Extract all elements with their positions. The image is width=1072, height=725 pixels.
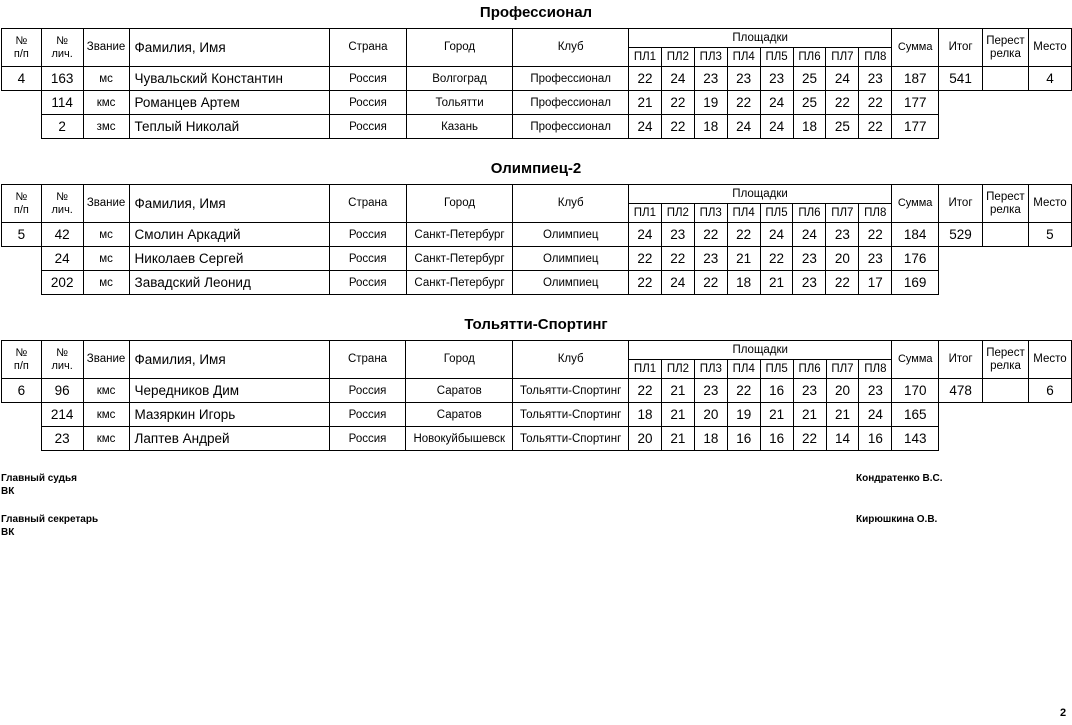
header-num: № п/п <box>2 29 42 67</box>
blank-cell <box>1028 91 1071 115</box>
club: Профессионал <box>513 91 629 115</box>
header-city: Город <box>406 185 513 223</box>
country: Россия <box>330 67 407 91</box>
header-place: Место <box>1028 29 1071 67</box>
team-results-table <box>1 340 1072 451</box>
rank: мс <box>83 271 129 295</box>
athlete-name: Николаев Сергей <box>129 247 329 271</box>
blank-cell <box>939 403 983 427</box>
blank-cell <box>1028 271 1071 295</box>
header-area-5: ПЛ5 <box>760 360 793 379</box>
country: Россия <box>330 91 407 115</box>
header-license: № лич. <box>41 29 83 67</box>
license-number: 24 <box>41 247 83 271</box>
area-score: 22 <box>694 223 727 247</box>
header-area-1: ПЛ1 <box>629 360 662 379</box>
area-score: 22 <box>661 91 694 115</box>
header-area-2: ПЛ2 <box>661 360 694 379</box>
header-area-6: ПЛ6 <box>793 204 826 223</box>
area-score: 24 <box>661 67 694 91</box>
header-num: № п/п <box>2 341 42 379</box>
area-score: 22 <box>727 379 760 403</box>
city: Волгоград <box>406 67 513 91</box>
rank: мс <box>83 247 129 271</box>
club: Олимпиец <box>513 271 629 295</box>
area-score: 22 <box>661 247 694 271</box>
city: Новокуйбышевск <box>406 427 513 451</box>
blank-cell <box>982 115 1028 139</box>
blank-cell <box>1028 403 1071 427</box>
athlete-name: Чередников Дим <box>129 379 329 403</box>
club: Профессионал <box>513 67 629 91</box>
area-score: 22 <box>793 427 826 451</box>
rank: мс <box>83 223 129 247</box>
area-score: 22 <box>760 247 793 271</box>
chief-judge-category: ВК <box>1 486 15 497</box>
area-score: 21 <box>661 427 694 451</box>
area-score: 21 <box>727 247 760 271</box>
blank-cell <box>939 91 983 115</box>
license-number: 23 <box>41 427 83 451</box>
header-club: Клуб <box>513 341 629 379</box>
header-area-8: ПЛ8 <box>859 204 892 223</box>
blank-cell <box>2 271 42 295</box>
team-total: 529 <box>939 223 983 247</box>
area-score: 21 <box>760 403 793 427</box>
club: Олимпиец <box>513 247 629 271</box>
area-score: 24 <box>727 115 760 139</box>
athlete-name: Чувальский Константин <box>129 67 330 91</box>
team-member-row <box>2 115 1072 139</box>
header-sum: Сумма <box>892 29 939 67</box>
area-score: 19 <box>727 403 760 427</box>
header-license: № лич. <box>41 185 83 223</box>
team-results-table <box>1 28 1072 139</box>
license-number: 114 <box>41 91 83 115</box>
athlete-name: Смолин Аркадий <box>129 223 329 247</box>
city: Казань <box>406 115 513 139</box>
header-club: Клуб <box>513 185 629 223</box>
area-score: 22 <box>859 223 892 247</box>
area-score: 22 <box>629 67 662 91</box>
area-score: 24 <box>859 403 892 427</box>
score-sum: 177 <box>892 115 939 139</box>
country: Россия <box>329 271 406 295</box>
club: Профессионал <box>513 115 629 139</box>
header-area-8: ПЛ8 <box>859 48 892 67</box>
header-country: Страна <box>329 185 406 223</box>
area-score: 21 <box>760 271 793 295</box>
area-score: 23 <box>694 67 727 91</box>
athlete-name: Романцев Артем <box>129 91 330 115</box>
area-score: 16 <box>727 427 760 451</box>
header-license: № лич. <box>41 341 83 379</box>
area-score: 22 <box>628 247 661 271</box>
score-sum: 187 <box>892 67 939 91</box>
club: Тольятти-Спортинг <box>513 427 629 451</box>
header-rank: Звание <box>83 29 129 67</box>
header-area-3: ПЛ3 <box>694 48 727 67</box>
header-rank: Звание <box>83 185 129 223</box>
city: Саратов <box>406 403 513 427</box>
blank-cell <box>2 91 42 115</box>
team-title: Тольятти-Спортинг <box>464 316 608 333</box>
area-score: 16 <box>760 427 793 451</box>
area-score: 23 <box>793 379 826 403</box>
club: Тольятти-Спортинг <box>513 379 629 403</box>
area-score: 20 <box>629 427 662 451</box>
header-area-1: ПЛ1 <box>629 48 662 67</box>
team-member-row <box>2 403 1072 427</box>
blank-cell <box>939 271 983 295</box>
country: Россия <box>329 379 406 403</box>
area-score: 23 <box>859 379 892 403</box>
team-number: 5 <box>2 223 42 247</box>
club: Тольятти-Спортинг <box>513 403 629 427</box>
score-sum: 165 <box>892 403 939 427</box>
team-place: 6 <box>1028 379 1071 403</box>
rank: кмс <box>83 427 129 451</box>
country: Россия <box>329 223 406 247</box>
header-area-4: ПЛ4 <box>727 48 760 67</box>
license-number: 42 <box>41 223 83 247</box>
header-area-5: ПЛ5 <box>760 204 793 223</box>
athlete-name: Лаптев Андрей <box>129 427 329 451</box>
area-score: 22 <box>628 271 661 295</box>
area-score: 22 <box>826 91 859 115</box>
area-score: 21 <box>661 403 694 427</box>
area-score: 22 <box>694 271 727 295</box>
area-score: 22 <box>859 91 892 115</box>
area-score: 21 <box>629 91 662 115</box>
header-total: Итог <box>939 341 983 379</box>
rank: кмс <box>83 403 129 427</box>
area-score: 24 <box>826 67 859 91</box>
score-sum: 176 <box>892 247 939 271</box>
header-sum: Сумма <box>892 341 939 379</box>
blank-cell <box>2 403 42 427</box>
city: Саратов <box>406 379 513 403</box>
score-sum: 184 <box>892 223 939 247</box>
header-area-3: ПЛ3 <box>694 360 727 379</box>
header-areas: Площадки <box>629 341 892 360</box>
club: Олимпиец <box>513 223 629 247</box>
area-score: 22 <box>859 115 892 139</box>
header-rank: Звание <box>83 341 129 379</box>
area-score: 24 <box>760 91 793 115</box>
team-member-row <box>2 247 1072 271</box>
area-score: 20 <box>826 379 859 403</box>
header-area-7: ПЛ7 <box>826 48 859 67</box>
area-score: 18 <box>694 427 727 451</box>
area-score: 18 <box>694 115 727 139</box>
team-results-table <box>1 184 1072 295</box>
blank-cell <box>939 115 983 139</box>
chief-judge-name: Кондратенко В.С. <box>856 473 943 484</box>
area-score: 21 <box>793 403 826 427</box>
header-sum: Сумма <box>892 185 939 223</box>
header-shootoff: Перест релка <box>983 341 1029 379</box>
header-area-5: ПЛ5 <box>760 48 793 67</box>
area-score: 24 <box>628 223 661 247</box>
team-member-row <box>2 427 1072 451</box>
header-total: Итог <box>939 185 983 223</box>
header-name: Фамилия, Имя <box>129 341 329 379</box>
team-member-row <box>2 271 1072 295</box>
area-score: 18 <box>629 403 662 427</box>
blank-cell <box>982 91 1028 115</box>
area-score: 22 <box>661 115 694 139</box>
blank-cell <box>1028 247 1071 271</box>
area-score: 24 <box>793 223 826 247</box>
area-score: 25 <box>793 91 826 115</box>
header-areas: Площадки <box>628 185 891 204</box>
chief-secretary-category: ВК <box>1 527 15 538</box>
country: Россия <box>330 115 407 139</box>
rank: мс <box>83 67 129 91</box>
shootoff <box>982 223 1028 247</box>
header-area-1: ПЛ1 <box>628 204 661 223</box>
header-name: Фамилия, Имя <box>129 29 330 67</box>
area-score: 25 <box>826 115 859 139</box>
blank-cell <box>983 427 1029 451</box>
area-score: 23 <box>826 223 859 247</box>
area-score: 24 <box>760 223 793 247</box>
country: Россия <box>329 427 406 451</box>
header-area-7: ПЛ7 <box>826 204 859 223</box>
shootoff <box>983 379 1029 403</box>
area-score: 18 <box>727 271 760 295</box>
blank-cell <box>982 271 1028 295</box>
area-score: 24 <box>661 271 694 295</box>
area-score: 22 <box>727 91 760 115</box>
header-country: Страна <box>330 29 407 67</box>
header-area-3: ПЛ3 <box>694 204 727 223</box>
area-score: 23 <box>661 223 694 247</box>
header-area-7: ПЛ7 <box>826 360 859 379</box>
country: Россия <box>329 247 406 271</box>
area-score: 24 <box>760 115 793 139</box>
header-city: Город <box>406 29 513 67</box>
area-score: 21 <box>826 403 859 427</box>
header-num: № п/п <box>2 185 42 223</box>
header-city: Город <box>406 341 513 379</box>
header-country: Страна <box>329 341 406 379</box>
area-score: 16 <box>760 379 793 403</box>
score-sum: 177 <box>892 91 939 115</box>
header-area-4: ПЛ4 <box>727 360 760 379</box>
score-sum: 143 <box>892 427 939 451</box>
license-number: 163 <box>41 67 83 91</box>
header-shootoff: Перест релка <box>982 185 1028 223</box>
team-member-row <box>2 223 1072 247</box>
city: Тольятти <box>406 91 513 115</box>
blank-cell <box>939 427 983 451</box>
header-area-2: ПЛ2 <box>661 48 694 67</box>
license-number: 2 <box>41 115 83 139</box>
area-score: 20 <box>694 403 727 427</box>
header-area-4: ПЛ4 <box>727 204 760 223</box>
score-sum: 169 <box>892 271 939 295</box>
city: Санкт-Петербург <box>406 247 513 271</box>
area-score: 20 <box>826 247 859 271</box>
athlete-name: Мазяркин Игорь <box>129 403 329 427</box>
header-area-6: ПЛ6 <box>793 360 826 379</box>
header-place: Место <box>1028 185 1071 223</box>
header-area-6: ПЛ6 <box>793 48 826 67</box>
team-member-row <box>2 379 1072 403</box>
area-score: 23 <box>727 67 760 91</box>
score-sum: 170 <box>892 379 939 403</box>
rank: кмс <box>83 379 129 403</box>
athlete-name: Теплый Николай <box>129 115 330 139</box>
area-score: 19 <box>694 91 727 115</box>
city: Санкт-Петербург <box>406 223 513 247</box>
header-area-8: ПЛ8 <box>859 360 892 379</box>
header-areas: Площадки <box>629 29 892 48</box>
team-total: 478 <box>939 379 983 403</box>
team-place: 4 <box>1028 67 1071 91</box>
header-area-2: ПЛ2 <box>661 204 694 223</box>
chief-secretary-label: Главный секретарь <box>1 514 99 525</box>
area-score: 23 <box>793 247 826 271</box>
header-place: Место <box>1028 341 1071 379</box>
blank-cell <box>983 403 1029 427</box>
chief-secretary-name: Кирюшкина О.В. <box>856 514 938 525</box>
team-title: Олимпиец-2 <box>490 160 582 177</box>
header-shootoff: Перест релка <box>982 29 1028 67</box>
shootoff <box>982 67 1028 91</box>
area-score: 24 <box>629 115 662 139</box>
license-number: 202 <box>41 271 83 295</box>
area-score: 16 <box>859 427 892 451</box>
license-number: 214 <box>41 403 83 427</box>
header-name: Фамилия, Имя <box>129 185 329 223</box>
header-total: Итог <box>939 29 983 67</box>
area-score: 18 <box>793 115 826 139</box>
blank-cell <box>2 115 42 139</box>
chief-judge-label: Главный судья <box>1 473 77 484</box>
country: Россия <box>329 403 406 427</box>
area-score: 23 <box>859 67 892 91</box>
team-total: 541 <box>939 67 983 91</box>
team-place: 5 <box>1028 223 1071 247</box>
blank-cell <box>982 247 1028 271</box>
blank-cell <box>2 247 42 271</box>
team-member-row <box>2 67 1072 91</box>
blank-cell <box>2 427 42 451</box>
blank-cell <box>1028 427 1071 451</box>
team-member-row <box>2 91 1072 115</box>
team-title: Профессионал <box>479 4 593 21</box>
license-number: 96 <box>41 379 83 403</box>
area-score: 23 <box>859 247 892 271</box>
page-number: 2 <box>1060 707 1067 719</box>
team-number: 4 <box>2 67 42 91</box>
area-score: 17 <box>859 271 892 295</box>
city: Санкт-Петербург <box>406 271 513 295</box>
area-score: 23 <box>760 67 793 91</box>
area-score: 22 <box>629 379 662 403</box>
area-score: 25 <box>793 67 826 91</box>
team-number: 6 <box>2 379 42 403</box>
blank-cell <box>939 247 983 271</box>
rank: змс <box>83 115 129 139</box>
rank: кмс <box>83 91 129 115</box>
area-score: 21 <box>661 379 694 403</box>
area-score: 22 <box>826 271 859 295</box>
athlete-name: Завадский Леонид <box>129 271 329 295</box>
blank-cell <box>1028 115 1071 139</box>
header-club: Клуб <box>513 29 629 67</box>
area-score: 14 <box>826 427 859 451</box>
area-score: 23 <box>694 379 727 403</box>
area-score: 22 <box>727 223 760 247</box>
area-score: 23 <box>793 271 826 295</box>
area-score: 23 <box>694 247 727 271</box>
